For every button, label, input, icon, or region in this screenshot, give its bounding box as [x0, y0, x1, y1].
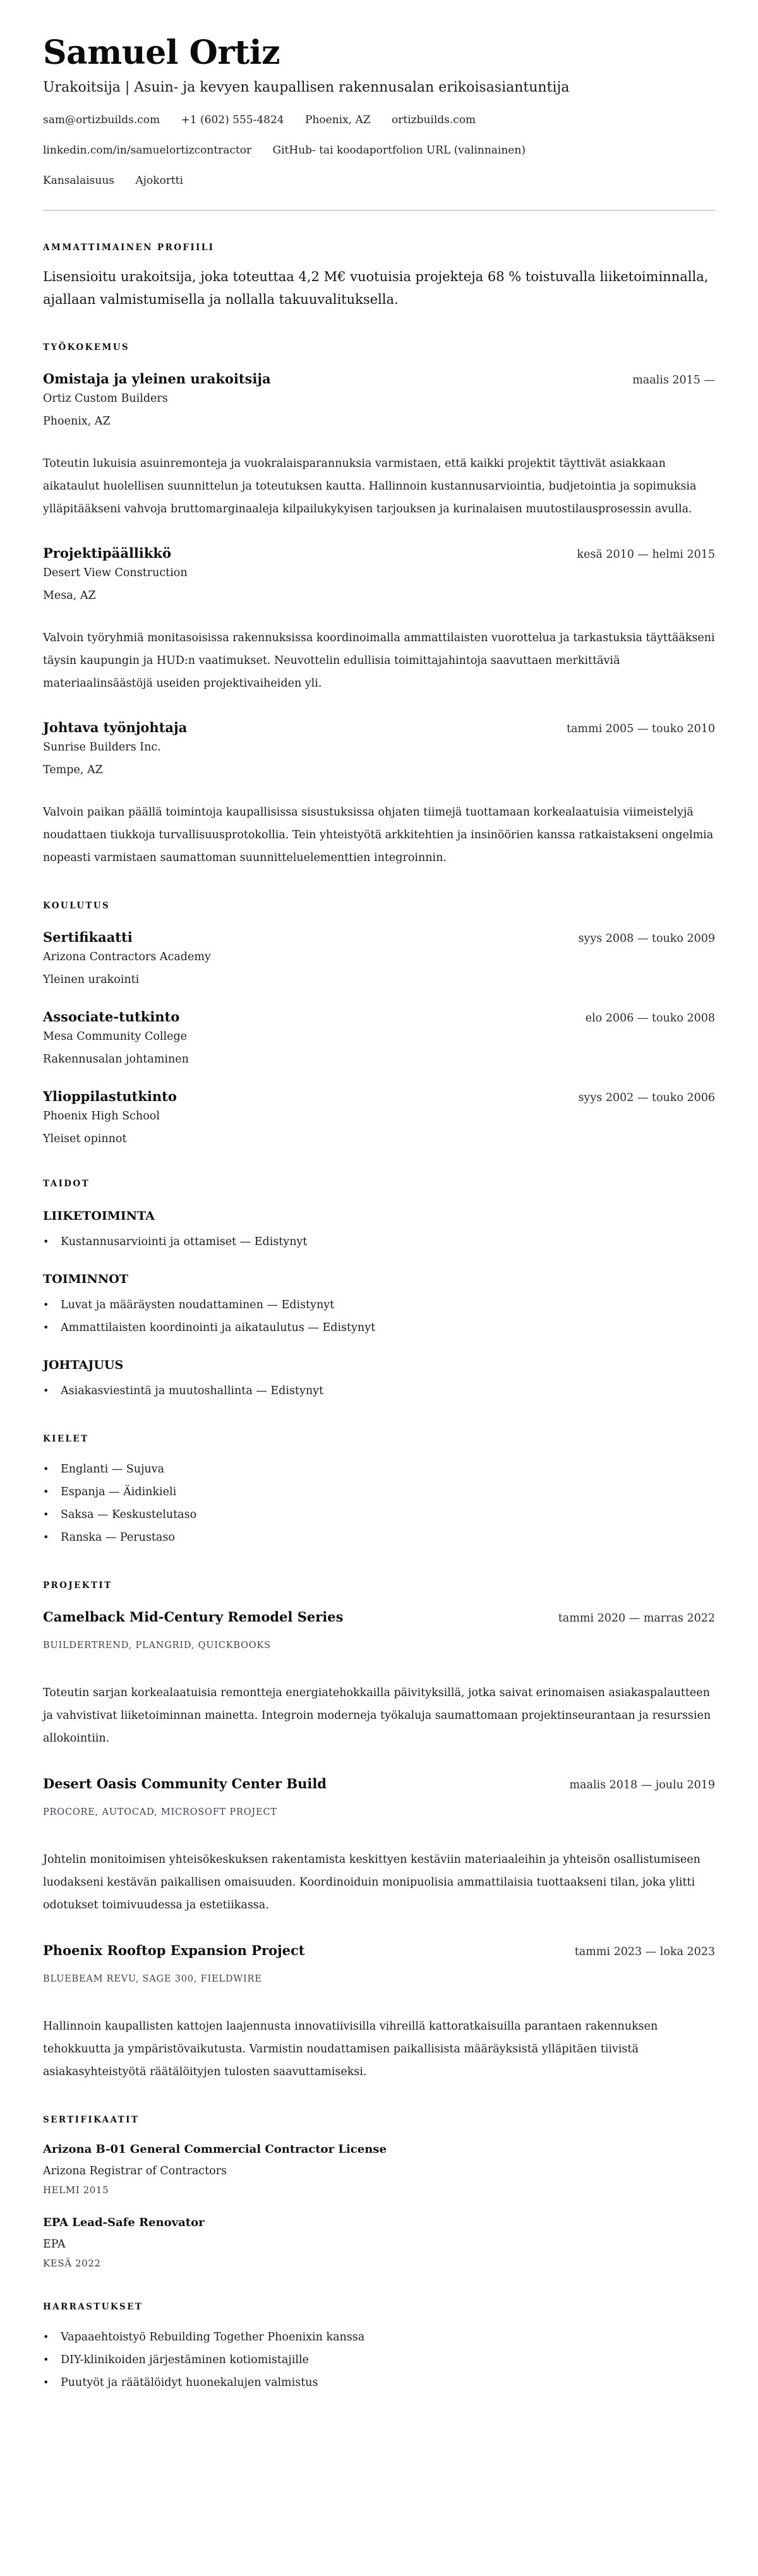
interest-item: • Puutyöt ja räätälöidyt huonekalujen valmistus — [43, 2371, 715, 2394]
interest-item: • DIY-klinikoiden järjestäminen kotiomistajille — [43, 2349, 715, 2371]
project-tech: BLUEBEAM REVU, SAGE 300, FIELDWIRE — [43, 1974, 262, 1984]
contact-phone[interactable]: +1 (602) 555-4824 — [181, 114, 284, 126]
school-name: Mesa Community College — [43, 1030, 188, 1043]
skill-item: • Ammattilaisten koordinointi ja aikataulutus — Edistynyt — [43, 1316, 715, 1339]
section-skills — [43, 1177, 715, 1402]
project-name: Desert Oasis Community Center Build — [43, 1776, 327, 1791]
certification-issuer: Arizona Registrar of Contractors — [43, 2165, 227, 2177]
language-item: • Englanti — Sujuva — [43, 1458, 715, 1481]
skill-group — [43, 1271, 715, 1339]
section-title-skills: TAIDOT — [43, 1179, 90, 1189]
job-dates: maalis 2015 — — [632, 374, 715, 387]
section-education — [43, 900, 715, 1147]
skill-group — [43, 1357, 715, 1402]
job-company: Ortiz Custom Builders — [43, 392, 168, 405]
certification-item — [43, 2215, 715, 2270]
section-certifications — [43, 2114, 715, 2270]
resume-header — [43, 33, 715, 211]
profile-summary: Lisensioitu urakoitsija, joka toteuttaa 4,2 M€ vuotuisia projekteja 68 % toistuvalla liiketoiminnalla, ajallaan valmistumisella ja nollalla takuuvalituksella. — [43, 269, 709, 307]
project-dates: tammi 2023 — loka 2023 — [574, 1946, 715, 1958]
education-item — [43, 929, 715, 988]
project-tech: BUILDERTREND, PLANGRID, QUICKBOOKS — [43, 1640, 271, 1651]
job-description: Valvoin paikan päällä toimintoja kaupallisissa sisustuksissa ohjaten tiimejä tuottamaan korkealaatuisia viimeistelyjä noudattaen tiukkoja turvallisuusprotokollia. Tein yhteistyötä arkkitehtien ja insinöörien kanssa ratkaistakseni ongelmia nopeasti varmistaen saumattoman suunnitteluelementtien integroinnin. — [43, 806, 714, 864]
job-title: Johtava työnjohtaja — [43, 719, 188, 735]
job-title: Omistaja ja yleinen urakoitsija — [43, 371, 271, 387]
section-profile — [43, 241, 715, 311]
project-dates: maalis 2018 — joulu 2019 — [569, 1779, 715, 1791]
education-item — [43, 1088, 715, 1147]
contact-citizenship: Kansalaisuus — [43, 174, 114, 187]
study-field: Yleiset opinnot — [43, 1133, 127, 1145]
section-title-interests: HARRASTUKSET — [43, 2302, 143, 2312]
contact-drivers-license: Ajokortti — [135, 174, 183, 187]
headline: Urakoitsija | Asuin- ja kevyen kaupallisen rakennusalan erikoisasiantuntija — [43, 80, 570, 95]
degree-title: Associate-tutkinto — [43, 1009, 180, 1025]
contact-row-extra — [43, 173, 715, 188]
project-name: Phoenix Rooftop Expansion Project — [43, 1942, 305, 1958]
job-description: Valvoin työryhmiä monitasoisissa rakennuksissa koordinoimalla ammattilaisten vuorottelua ja tarkastuksia täyttääkseni täysin kaupungin ja HUD:n vaatimukset. Neuvottelin edullisia toimittajahintoja saavuttaen merkittäviä materiaalinsäästöjä useiden projektivaiheiden yli. — [43, 632, 715, 690]
job-location: Phoenix, AZ — [43, 415, 111, 428]
study-field: Rakennusalan johtaminen — [43, 1053, 189, 1066]
section-interests — [43, 2301, 715, 2394]
education-dates: elo 2006 — touko 2008 — [585, 1012, 715, 1025]
section-title-projects: PROJEKTIT — [43, 1580, 112, 1591]
degree-title: Ylioppilastutkinto — [43, 1088, 177, 1104]
skill-item: • Kustannusarviointi ja ottamiset — Edistynyt — [43, 1231, 715, 1253]
interest-item: • Vapaaehtoistyö Rebuilding Together Phoenixin kanssa — [43, 2326, 715, 2349]
section-title-languages: KIELET — [43, 1434, 89, 1444]
education-dates: syys 2008 — touko 2009 — [578, 932, 715, 945]
skill-item: • Asiakasviestintä ja muutoshallinta — Edistynyt — [43, 1380, 715, 1402]
project-description: Hallinnoin kaupallisten kattojen laajennusta innovatiivisilla vihreillä kattoratkaisuilla parantaen rakennuksen tehokkuutta ja ympäristövaikutusta. Varmistin noudattamisen paikallisista määräyksistä ylläpitäen tiivistä asiakasyhteistyötä räätälöityjen tulosten saavuttamiseksi. — [43, 2020, 658, 2078]
contact-location: Phoenix, AZ — [305, 114, 371, 126]
section-title-certifications: SERTIFIKAATIT — [43, 2115, 140, 2125]
project-item — [43, 1942, 715, 2083]
job-dates: kesä 2010 — helmi 2015 — [577, 548, 715, 561]
education-item — [43, 1008, 715, 1068]
experience-item — [43, 719, 715, 869]
certification-item — [43, 2141, 715, 2197]
job-dates: tammi 2005 — touko 2010 — [566, 723, 715, 735]
certification-date: KESÄ 2022 — [43, 2258, 101, 2269]
skill-group — [43, 1208, 715, 1253]
project-description: Toteutin sarjan korkealaatuisia remontteja energiatehokkailla päivityksillä, jotka saivat erinomaisen asiakaspalautteen ja vahvistivat liiketoiminnan mainetta. Integroin moderneja työkaluja saumattomaan projektinseurantaan ja resurssien allokointiin. — [43, 1687, 711, 1745]
project-tech: PROCORE, AUTOCAD, MICROSOFT PROJECT — [43, 1807, 277, 1817]
skill-group-title: JOHTAJUUS — [43, 1358, 124, 1372]
job-location: Mesa, AZ — [43, 589, 96, 602]
job-description: Toteutin lukuisia asuinremonteja ja vuokralaisparannuksia varmistaen, että kaikki projektit täyttivät asiakkaan aikataulut huolellisen suunnittelun ja toteutuksen kautta. Hallinnoin kustannusarviointia, budjetointia ja sopimuksia ylläpitääkseni vahvoja bruttomarginaaleja kilpailukykyisen tarjouksen ja kurinalaisen muutostilausprosessin avulla. — [43, 457, 697, 515]
section-experience — [43, 341, 715, 869]
section-projects — [43, 1579, 715, 2083]
language-item: • Saksa — Keskustelutaso — [43, 1503, 715, 1526]
experience-item — [43, 370, 715, 521]
certification-issuer: EPA — [43, 2238, 66, 2251]
certification-name: Arizona B-01 General Commercial Contractor License — [43, 2143, 387, 2156]
school-name: Arizona Contractors Academy — [43, 951, 211, 963]
contact-website[interactable]: ortizbuilds.com — [392, 114, 476, 126]
contact-row-primary — [43, 112, 715, 128]
contact-row-links — [43, 143, 715, 158]
header-divider — [43, 210, 715, 211]
language-item: • Ranska — Perustaso — [43, 1526, 715, 1549]
project-dates: tammi 2020 — marras 2022 — [558, 1612, 715, 1625]
candidate-name: Samuel Ortiz — [43, 33, 280, 72]
section-languages — [43, 1433, 715, 1549]
education-dates: syys 2002 — touko 2006 — [578, 1092, 715, 1104]
skill-group-title: TOIMINNOT — [43, 1272, 128, 1286]
project-item — [43, 1608, 715, 1750]
job-title: Projektipäällikkö — [43, 545, 171, 561]
language-item: • Espanja — Äidinkieli — [43, 1481, 715, 1503]
job-company: Sunrise Builders Inc. — [43, 741, 161, 754]
project-description: Johtelin monitoimisen yhteisökeskuksen rakentamista keskittyen kestäviin materiaaleihin ja yhteisön osallistumiseen luodakseni kestävän paikallisen omaisuuden. Koordinoiduin monipuolisia ammattilaisia tuottaakseni tilan, joka ylitti odotukset toimivuudessa ja estetiikassa. — [43, 1853, 701, 1911]
job-company: Desert View Construction — [43, 567, 188, 579]
job-location: Tempe, AZ — [43, 764, 103, 776]
contact-email[interactable]: sam@ortizbuilds.com — [43, 114, 160, 126]
contact-github[interactable]: GitHub- tai koodaportfolion URL (valinnainen) — [272, 144, 526, 157]
contact-linkedin[interactable]: linkedin.com/in/samuelortizcontractor — [43, 144, 252, 157]
degree-title: Sertifikaatti — [43, 929, 133, 945]
school-name: Phoenix High School — [43, 1110, 160, 1122]
section-title-education: KOULUTUS — [43, 901, 111, 911]
skill-group-title: LIIKETOIMINTA — [43, 1209, 155, 1223]
section-title-profile: AMMATTIMAINEN PROFIILI — [43, 243, 215, 253]
project-item — [43, 1775, 715, 1917]
project-name: Camelback Mid-Century Remodel Series — [43, 1609, 344, 1625]
section-title-experience: TYÖKOKEMUS — [43, 342, 130, 352]
study-field: Yleinen urakointi — [43, 973, 140, 986]
certification-name: EPA Lead-Safe Renovator — [43, 2216, 205, 2229]
skill-item: • Luvat ja määräysten noudattaminen — Edistynyt — [43, 1294, 715, 1316]
experience-item — [43, 545, 715, 695]
certification-date: HELMI 2015 — [43, 2184, 109, 2196]
